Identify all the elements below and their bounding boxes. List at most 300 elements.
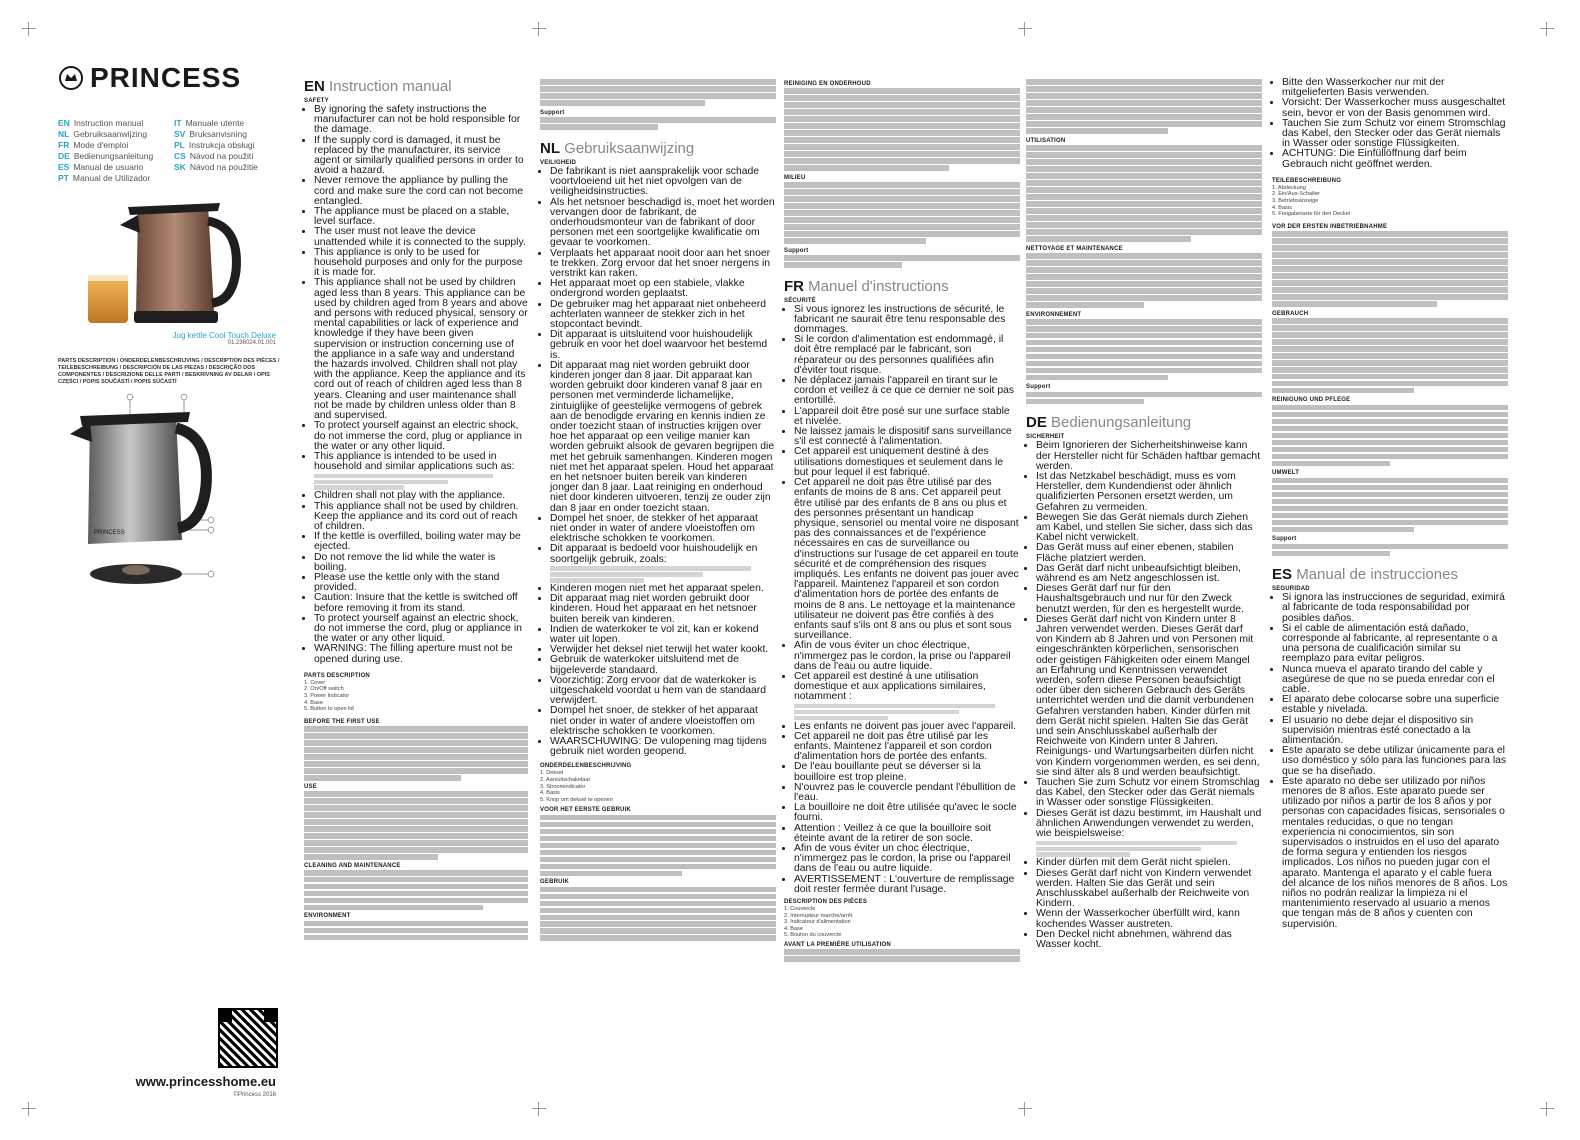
small-text-line — [1026, 114, 1262, 120]
parts-heading: PARTS DESCRIPTION — [304, 672, 370, 679]
small-text-line — [1272, 492, 1508, 498]
small-text-line — [1026, 361, 1262, 367]
safety-item: • Als het netsnoer beschadigd is, moet het worden vervangen door de fabrikant, de onderhoudsmonteur van de fabrikant of door personen met een soortgelijke kwalificatie om gevaar te voorkomen. — [550, 198, 776, 249]
small-text-line — [1026, 215, 1262, 221]
safety-item: • Cet appareil est uniquement destiné à des utilisations domestiques et seulement dans le but pour lequel il est fabriqué. — [794, 447, 1020, 478]
safety-item: • AVERTISSEMENT : L'ouverture de remplissage doit rester fermée durant l'usage. — [794, 875, 1020, 895]
small-text-line — [1026, 128, 1168, 134]
support-heading: Support — [540, 109, 565, 116]
small-text-line — [784, 151, 1020, 157]
small-text-line — [540, 887, 776, 893]
safety-heading: VEILIGHEID — [540, 159, 577, 166]
small-text-line — [304, 819, 528, 825]
safety-list — [1272, 593, 1508, 930]
safety-item: • If the supply cord is damaged, it must be replaced by the manufacturer, its service agent or similarly qualified persons in order to avoid a hazard. — [314, 136, 528, 177]
product-caption: Jug kettle Cool Touch Deluxe — [172, 331, 276, 340]
safety-item: • Si ignora las instrucciones de seguridad, eximirá al fabricante de toda responsabilidad por posibles daños. — [1282, 593, 1508, 624]
safety-item: • Do not remove the lid while the water is boiling. — [314, 553, 528, 573]
environment-heading: UMWELT — [1272, 470, 1300, 477]
safety-item: • Dieses Gerät darf nur für den Haushaltsgebrauch und nur für den Zweck benutzt werden, für den es hergestellt wurde. — [1036, 584, 1262, 615]
small-text-line — [1272, 266, 1508, 272]
safety-item: • Cet appareil est destiné à une utilisation domestique et aux applications similaires, notamment : — [794, 672, 1020, 703]
cleaning-heading: REINIGING EN ONDERHOUD — [784, 81, 871, 87]
small-text-line — [540, 894, 776, 900]
nl-section — [540, 78, 776, 1108]
small-text-line — [1272, 294, 1508, 300]
small-text-line — [1026, 187, 1262, 193]
safety-item: • Children shall not play with the appliance. — [314, 491, 528, 501]
safety-item: • Dit apparaat is bedoeld voor huishoudelijk en soortgelijk gebruik, zoals: — [550, 544, 776, 564]
safety-item: • WAARSCHUWING: De vulopening mag tijdens gebruik niet worden geopend. — [550, 737, 776, 757]
small-text-line — [540, 829, 776, 835]
small-text-line — [540, 822, 776, 828]
small-text-line — [1026, 100, 1262, 106]
small-text-line — [1026, 319, 1262, 325]
parts-item: 5. Bouton du couvercle — [784, 932, 842, 939]
small-text-line — [304, 891, 528, 897]
small-text-line — [1026, 222, 1262, 228]
small-text-line — [784, 137, 1020, 143]
small-text-line — [1272, 325, 1508, 331]
parts-item: 3. Stroomindicator — [540, 783, 586, 790]
small-text-line — [784, 95, 1020, 101]
safety-item: • Les enfants ne doivent pas jouer avec l'appareil. — [794, 722, 1020, 732]
language-entry: NL Gebruiksaanwijzing — [58, 129, 148, 139]
safety-item: • Attention : Veillez à ce que la bouilloire soit éteinte avant de la retirer de son socle. — [794, 824, 1020, 844]
small-text-line — [304, 935, 528, 941]
small-text-line — [540, 93, 776, 99]
section-title: EN Instruction manual — [304, 78, 452, 95]
safety-item: • Afin de vous éviter un choc électrique, n'immergez pas le cordon, la prise ou l'appareil dans de l'eau ou autre liquide. — [794, 844, 1020, 875]
kettle-with-tea-image — [58, 191, 258, 331]
small-text-line — [1272, 520, 1508, 526]
small-text-line — [1026, 145, 1262, 151]
small-text-line — [1026, 180, 1262, 186]
small-text-line — [1026, 173, 1262, 179]
language-entry: CS Návod na použití — [174, 151, 254, 161]
safety-item: • Kinder dürfen mit dem Gerät nicht spielen. — [1036, 858, 1262, 868]
small-text-line — [794, 704, 995, 709]
safety-list — [1272, 78, 1508, 170]
small-text-line — [1026, 152, 1262, 158]
safety-item: • Das Gerät darf nicht unbeaufsichtigt bleiben, während es am Netz angeschlossen ist. — [1036, 564, 1262, 584]
safety-item: • Dit apparaat is uitsluitend voor huishoudelijk gebruik en voor het doel waarvoor het bestemd is. — [550, 330, 776, 361]
safety-item: • Este aparato no debe ser utilizado por niños menores de 8 años. Este aparato puede ser utilizado por niños a partir de los 8 años y por personas con capacidades físicas, sensoriales o mentales reducidas, o que no tengan experiencia ni conocimientos, sin son supervisados o instruidos en el uso del aparato de forma segura y entienden los riesgos implicados. Los niños no pueden jugar con el aparato. Mantenga el aparato y el cable fuera del alcance de los niños menores de 8 años. Los niños no podrán realizar la limpieza ni el mantenimiento reservado al usuario a menos que tengan más de 8 años y cuenten con supervisión. — [1282, 777, 1508, 930]
crop-mark — [532, 22, 546, 36]
small-text-line — [1272, 259, 1508, 265]
small-text-line — [784, 182, 1020, 188]
small-text-line — [1036, 847, 1201, 852]
safety-item: • Vorsicht: Der Wasserkocher muss ausgeschaltet sein, bevor er von der Basis genommen wird. — [1282, 98, 1508, 118]
product-code: 01.236024.01.001 — [227, 340, 276, 346]
small-text-line — [540, 857, 776, 863]
small-text-line — [784, 224, 1020, 230]
safety-item: • Tauchen Sie zum Schutz vor einem Stromschlag das Kabel, den Stecker oder das Gerät niemals in Wasser oder sonstige Flüssigkeiten. — [1036, 778, 1262, 809]
small-text-line — [1272, 506, 1508, 512]
before-heading: VOOR HET EERSTE GEBRUIK — [540, 807, 631, 814]
cleaning-heading: NETTOYAGE ET MAINTENANCE — [1026, 245, 1123, 252]
safety-item: • Ist das Netzkabel beschädigt, muss es vom Hersteller, dem Kundendienst oder ähnlich qualifizierten Personen ersetzt werden, um Gefahren zu vermeiden. — [1036, 472, 1262, 513]
parts-diagram — [58, 392, 280, 592]
princess-crest-icon — [58, 65, 84, 91]
small-text-line — [1026, 86, 1262, 92]
small-text-line — [784, 203, 1020, 209]
safety-item: • Never remove the appliance by pulling the cord and make sure the cord can not become entangled. — [314, 176, 528, 207]
safety-item: • Bitte den Wasserkocher nur mit der mitgelieferten Basis verwenden. — [1282, 78, 1508, 98]
parts-item: 4. Basis — [1272, 204, 1292, 211]
small-text-line — [1272, 419, 1508, 425]
parts-heading: TEILEBESCHREIBUNG — [1272, 177, 1342, 184]
safety-item: • Ne déplacez jamais l'appareil en tirant sur le cordon et veillez à ce que ce dernier ne soit pas entortillé. — [794, 376, 1020, 407]
language-entry: IT Manuale utente — [174, 118, 245, 128]
small-text-line — [1272, 440, 1508, 446]
safety-item: • The appliance must be placed on a stable, level surface. — [314, 207, 528, 227]
small-text-line — [784, 956, 1020, 962]
small-text-line — [304, 747, 528, 753]
safety-item: • Si vous ignorez les instructions de sécurité, le fabricant ne saurait être tenu responsable des dommages. — [794, 305, 1020, 336]
small-text-line — [540, 908, 776, 914]
small-text-line — [1026, 229, 1262, 235]
fr-section — [784, 78, 1020, 1108]
small-text-line — [540, 86, 776, 92]
language-entry: EN Instruction manual — [58, 118, 144, 128]
safety-list — [1026, 858, 1262, 950]
environment-heading: MILIEU — [784, 174, 806, 181]
small-text-line — [540, 117, 776, 123]
small-text-line — [304, 870, 528, 876]
safety-item: • Gebruik de waterkoker uitsluitend met de bijgeleverde standaard. — [550, 655, 776, 675]
before-heading: AVANT LA PREMIÈRE UTILISATION — [784, 942, 891, 949]
small-text-line — [1272, 245, 1508, 251]
small-text-line — [540, 871, 682, 877]
small-text-line — [1272, 454, 1508, 460]
safety-list — [1026, 441, 1262, 839]
small-text-line — [1026, 121, 1262, 127]
safety-item: • Wenn der Wasserkocher überfüllt wird, kann kochendes Wasser austreten. — [1036, 909, 1262, 929]
small-text-line — [1026, 281, 1262, 287]
small-text-line — [1026, 392, 1262, 398]
safety-item: • Tauchen Sie zum Schutz vor einem Stromschlag das Kabel, den Stecker oder das Gerät niemals in Wasser oder sonstige Flüssigkeiten. — [1282, 119, 1508, 150]
small-text-line — [550, 572, 703, 577]
language-entry: SK Návod na použitie — [174, 162, 258, 172]
safety-item: • Este aparato se debe utilizar únicamente para el uso doméstico y sólo para las funciones para las que se ha diseñado. — [1282, 746, 1508, 777]
safety-list — [540, 584, 776, 757]
small-text-line — [1026, 159, 1262, 165]
small-text-line — [784, 217, 1020, 223]
small-text-line — [1272, 332, 1508, 338]
small-text-line — [540, 100, 705, 106]
small-text-line — [1026, 288, 1262, 294]
small-text-line — [1272, 287, 1508, 293]
crop-mark — [1540, 22, 1554, 36]
safety-item: • Den Deckel nicht abnehmen, während das Wasser kocht. — [1036, 930, 1262, 950]
website: www.princesshome.eu — [135, 1074, 276, 1089]
parts-heading: PARTS DESCRIPTION / ONDERDELENBESCHRIJVING / DESCRIPTION DES PIÈCES / TEILEBESCHREIBUNG / DESCRIPCIÓN DE LAS PIEZAS / DESCRIÇÃO DOS COMPONENTES / DESCRIZIONE DELLE PARTI / BESKRIVNING AV DELAR / OPIS CZĘŚCI / POPIS SOUČÁSTÍ / POPIS SÚČASTÍ — [58, 358, 280, 385]
small-text-line — [304, 840, 528, 846]
small-text-line — [1026, 194, 1262, 200]
safety-list — [304, 491, 528, 664]
use-heading: UTILISATION — [1026, 137, 1066, 144]
small-text-line — [304, 775, 461, 781]
brand-logo — [58, 62, 280, 94]
safety-heading: SEGURIDAD — [1272, 586, 1310, 593]
small-text-line — [1026, 236, 1191, 242]
safety-item: • This appliance shall not be used by children. Keep the appliance and its cord out of reach of children. — [314, 502, 528, 533]
cover-panel — [58, 62, 280, 1108]
small-text-line — [1036, 841, 1237, 846]
parts-item: 1. Couvercle — [784, 906, 816, 913]
small-text-line — [1026, 267, 1262, 273]
small-text-line — [1272, 527, 1414, 533]
small-text-line — [1272, 513, 1508, 519]
kettle-diagram-image — [58, 392, 278, 592]
safety-item: • De gebruiker mag het apparaat niet onbeheerd achterlaten wanneer de stekker zich in het stopcontact bevindt. — [550, 300, 776, 331]
support-heading: Support — [1026, 384, 1051, 391]
small-text-line — [540, 935, 776, 941]
small-text-line — [784, 196, 1020, 202]
parts-item: 4. Base — [784, 925, 803, 932]
safety-item: • WARNING: The filling aperture must not be opened during use. — [314, 644, 528, 664]
small-text-line — [1272, 301, 1437, 307]
small-text-line — [304, 740, 528, 746]
small-text-line — [794, 710, 959, 715]
safety-item: • Verplaats het apparaat nooit door aan het snoer te trekken. Zorg ervoor dat het snoer nergens in verstrikt kan raken. — [550, 249, 776, 280]
parts-item: 5. Button to open lid — [304, 706, 354, 713]
safety-item: • ACHTUNG: Die Einfüllöffnung darf beim Gebrauch nicht geöffnet werden. — [1282, 149, 1508, 169]
small-text-line — [540, 901, 776, 907]
section-title: NL Gebruiksaanwijzing — [540, 139, 695, 157]
small-text-line — [304, 826, 528, 832]
safety-item: • Si el cable de alimentación está dañado, corresponde al fabricante, al representante o a una persona de cualificación similar su reemplazo para evitar peligros. — [1282, 624, 1508, 665]
small-text-line — [540, 928, 776, 934]
small-text-line — [1272, 381, 1508, 387]
before-heading: BEFORE THE FIRST USE — [304, 718, 380, 725]
small-text-line — [1272, 499, 1508, 505]
small-text-line — [784, 189, 1020, 195]
small-text-line — [784, 165, 949, 171]
safety-item: • This appliance is intended to be used in household and similar applications such as: — [314, 452, 528, 472]
parts-item: 2. Aan/uitschakelaar — [540, 776, 591, 783]
safety-item: • Dit apparaat mag niet worden gebruikt door kinderen. Houd het apparaat en het netsnoer buiten bereik van kinderen. — [550, 594, 776, 625]
parts-item: 4. Basis — [540, 790, 560, 797]
product-photo — [58, 191, 280, 331]
small-text-line — [784, 116, 1020, 122]
safety-item: • Voorzichtig: Zorg ervoor dat de waterkoker is uitgeschakeld voordat u hem van de standaard verwijdert. — [550, 676, 776, 707]
safety-item: • La bouilloire ne doit être utilisée qu'avec le socle fourni. — [794, 803, 1020, 823]
section-title: FR Manuel d'instructions — [784, 277, 949, 295]
safety-item: • Verwijder het deksel niet terwijl het water kookt. — [550, 645, 776, 655]
parts-item: 2. Ein/Aus-Schalter — [1272, 191, 1320, 198]
copyright: ©Princess 2016 — [233, 1092, 276, 1098]
small-text-line — [1272, 318, 1508, 324]
small-text-line — [1026, 375, 1168, 381]
small-text-line — [1272, 231, 1508, 237]
small-text-line — [304, 921, 528, 927]
small-text-line — [1036, 852, 1130, 857]
parts-item: 5. Freigabetaste für den Deckel — [1272, 211, 1351, 218]
safety-heading: SÉCURITÉ — [784, 297, 816, 304]
small-text-line — [784, 144, 1020, 150]
small-text-line — [304, 733, 528, 739]
safety-item: • Nunca mueva el aparato tirando del cable y asegúrese de que no se pueda enredar con el cable. — [1282, 665, 1508, 696]
small-text-line — [1026, 274, 1262, 280]
small-text-line — [1272, 544, 1508, 550]
safety-item: • Beim Ignorieren der Sicherheitshinweise kann der Hersteller nicht für Schäden haftbar gemacht werden. — [1036, 441, 1262, 472]
safety-heading: SAFETY — [304, 98, 329, 104]
small-text-line — [784, 231, 1020, 237]
safety-item: • L'appareil doit être posé sur une surface stable et nivelée. — [794, 407, 1020, 427]
safety-item: • If the kettle is overfilled, boiling water may be ejected. — [314, 532, 528, 552]
safety-item: • Bewegen Sie das Gerät niemals durch Ziehen am Kabel, und stellen Sie sicher, dass sich das Kabel nicht verwickelt. — [1036, 513, 1262, 544]
small-text-line — [550, 578, 644, 583]
small-text-line — [1026, 340, 1262, 346]
safety-item: • Dieses Gerät darf nicht von Kindern unter 8 Jahren verwendet werden. Dieses Gerät darf von Kindern ab 8 Jahren und von Personen mit eingeschränkten körperlichen, sensorischen oder geistigen Fähigkeiten oder einem Mangel an Erfahrung und Kenntnissen verwendet werden, sofern diese Personen beaufsichtigt oder über den sicheren Gebrauch des Geräts unterrichtet werden und die damit verbundenen Gefahren verstanden haben. Kinder dürfen mit dem Gerät nicht spielen. Halten Sie das Gerät und sein Anschlusskabel außerhalb der Reichweite von Kindern unter 8 Jahren. Reinigungs- und Wartungsarbeiten dürfen nicht von Kindern vorgenommen werden, es sei denn, sie sind älter als 8 und werden beaufsichtigt. — [1036, 615, 1262, 778]
crop-mark — [22, 1102, 36, 1116]
small-text-line — [304, 791, 528, 797]
safety-item: • To protect yourself against an electric shock, do not immerse the cord, plug or appliance in the water or any other liquid. — [314, 421, 528, 452]
small-text-line — [1272, 405, 1508, 411]
parts-item: 2. Interrupteur marche/arrêt — [784, 912, 853, 919]
de-section — [1026, 78, 1262, 1108]
small-text-line — [314, 485, 404, 490]
small-text-line — [304, 833, 528, 839]
safety-item: • Caution: Insure that the kettle is switched off before removing it from its stand. — [314, 593, 528, 613]
safety-item: • Dieses Gerät ist dazu bestimmt, im Haushalt und ähnlichen Anwendungen verwendet zu werden, wie beispielsweise: — [1036, 809, 1262, 840]
language-list — [58, 118, 280, 183]
small-text-line — [784, 130, 1020, 136]
small-text-line — [1026, 107, 1262, 113]
small-text-line — [1026, 326, 1262, 332]
small-text-line — [1026, 295, 1262, 301]
language-entry: PL Instrukcja obsługi — [174, 140, 255, 150]
small-text-line — [540, 815, 776, 821]
safety-item: • N'ouvrez pas le couvercle pendant l'ébullition de l'eau. — [794, 783, 1020, 803]
en-section — [304, 78, 528, 1108]
safety-item: • Dit apparaat mag niet worden gebruikt door kinderen jonger dan 8 jaar. Dit apparaat kan worden gebruikt door kinderen vanaf 8 jaar en personen met verminderde lichamelijke, zintuiglijke of geestelijke vermogens of gebrek aan de benodigde ervaring en kennis indien ze onder toezicht staan of instructies krijgen over hoe het apparaat op een veilige manier kan worden gebruikt alsook de gevaren begrijpen die met het gebruik samenhangen. Kinderen mogen niet met het apparaat spelen. Houd het apparaat en het netsnoer buiten bereik van kinderen jonger dan 8 jaar. Laat reiniging en onderhoud niet door kinderen uitvoeren, tenzij ze ouder zijn dan 8 jaar en onder toezicht staan. — [550, 361, 776, 514]
small-text-line — [314, 480, 448, 485]
small-text-line — [540, 864, 776, 870]
small-text-line — [1272, 280, 1508, 286]
use-heading: USE — [304, 783, 317, 790]
cleaning-heading: CLEANING AND MAINTENANCE — [304, 862, 401, 869]
small-text-line — [540, 79, 776, 85]
language-entry: DE Bedienungsanleitung — [58, 151, 154, 161]
parts-item: 3. Betriebsanzeige — [1272, 198, 1319, 205]
safety-list — [784, 305, 1020, 703]
small-text-line — [1272, 367, 1508, 373]
before-heading: VOR DER ERSTEN INBETRIEBNAHME — [1272, 223, 1388, 230]
parts-item: 1. Cover — [304, 679, 326, 686]
small-text-line — [784, 949, 1020, 955]
safety-item: • Afin de vous éviter un choc électrique, n'immergez pas le cordon, la prise ou l'appareil dans de l'eau ou autre liquide. — [794, 641, 1020, 672]
small-text-line — [1272, 360, 1508, 366]
parts-item: 3. Power Indicator — [304, 693, 350, 700]
small-text-line — [540, 921, 776, 927]
crop-mark — [22, 22, 36, 36]
safety-item: • Cet appareil ne doit pas être utilisé par des enfants de moins de 8 ans. Cet appareil peut être utilisé par des enfants de 8 ans ou plus et des personnes présentant un handicap physique, sensoriel ou mental voire ne disposant pas des connaissances et de l'expérience nécessaires en cas de surveillance ou d'instructions sur l'usage de cet appareil en toute sécurité et de compréhension des risques impliqués. Les enfants ne doivent pas jouer avec l'appareil. Maintenez l'appareil et son cordon d'alimentation hors de portée des enfants de moins de 8 ans. Le nettoyage et la maintenance utilisateur ne doivent pas être confiés à des enfants sauf s'ils ont 8 ans ou plus et sont sous surveillance. — [794, 478, 1020, 641]
small-text-line — [1026, 208, 1262, 214]
safety-item: • This appliance is only to be used for household purposes and only for the purpose it is made for. — [314, 248, 528, 279]
small-text-line — [304, 884, 528, 890]
safety-item: • Das Gerät muss auf einer ebenen, stabilen Fläche platziert werden. — [1036, 543, 1262, 563]
small-text-line — [1026, 93, 1262, 99]
crop-mark — [1018, 22, 1032, 36]
safety-item: • De l'eau bouillante peut se déverser si la bouilloire est trop pleine. — [794, 762, 1020, 782]
environment-heading: ENVIRONNEMENT — [1026, 311, 1082, 318]
language-entry: FR Mode d'emploi — [58, 140, 129, 150]
safety-item: • Het apparaat moet op een stabiele, vlakke ondergrond worden geplaatst. — [550, 279, 776, 299]
safety-item: • De fabrikant is niet aansprakelijk voor schade voortvloeiend uit het niet opvolgen van de veiligheidsinstructies. — [550, 167, 776, 198]
small-text-line — [1272, 339, 1508, 345]
safety-item: • Kinderen mogen niet met het apparaat spelen. — [550, 584, 776, 594]
small-text-line — [784, 102, 1020, 108]
small-text-line — [1272, 252, 1508, 258]
safety-item: • To protect yourself against an electric shock, do not immerse the cord, plug or appliance in the water or any other liquid. — [314, 614, 528, 645]
parts-item: 1. Abdeckung — [1272, 184, 1306, 191]
small-text-line — [1272, 346, 1508, 352]
safety-item: • Please use the kettle only with the stand provided. — [314, 573, 528, 593]
small-text-line — [1272, 374, 1508, 380]
parts-item: 5. Knop om deksel te openen — [540, 796, 613, 803]
use-heading: GEBRUIK — [540, 879, 570, 886]
qr-code — [218, 1008, 278, 1068]
safety-item: • The user must not leave the device unattended while it is connected to the supply. — [314, 227, 528, 247]
safety-heading: SICHERHEIT — [1026, 434, 1065, 441]
small-text-line — [1026, 253, 1262, 259]
safety-item: • This appliance shall not be used by children aged less than 8 years. This appliance can be used by children aged from 8 years and above and persons with reduced physical, sensory or mental capabilities or lack of experience and knowledge if they have been given supervision or instruction concerning use of the appliance in a safe way and understand the hazards involved. Children shall not play with the appliance. Keep the appliance and its cord out of reach of children aged less than 8 years. Cleaning and user maintenance shall not be made by children unless older than 8 and supervised. — [314, 278, 528, 421]
language-entry: ES Manual de usuario — [58, 162, 144, 172]
small-text-line — [1272, 461, 1390, 467]
safety-list — [540, 167, 776, 565]
small-text-line — [1272, 447, 1508, 453]
small-text-line — [304, 761, 528, 767]
cleaning-heading: REINIGUNG UND PFLEGE — [1272, 397, 1351, 404]
small-text-line — [784, 238, 926, 244]
small-text-line — [1272, 412, 1508, 418]
small-text-line — [784, 88, 1020, 94]
small-text-line — [784, 210, 1020, 216]
small-text-line — [304, 726, 528, 732]
small-text-line — [1026, 368, 1262, 374]
small-text-line — [1026, 347, 1262, 353]
small-text-line — [304, 798, 528, 804]
safety-item: • Si le cordon d'alimentation est endommagé, il doit être remplacé par le fabricant, son réparateur ou des personnes qualifiées afin d'éviter tout risque. — [794, 335, 1020, 376]
small-text-line — [1272, 551, 1390, 557]
safety-item: • El aparato debe colocarse sobre una superficie estable y nivelada. — [1282, 695, 1508, 715]
small-text-line — [784, 158, 1020, 164]
small-text-line — [540, 836, 776, 842]
small-text-line — [1272, 426, 1508, 432]
small-text-line — [784, 109, 1020, 115]
environment-heading: ENVIRONMENT — [304, 913, 351, 920]
small-text-line — [304, 768, 528, 774]
small-text-line — [1026, 260, 1262, 266]
small-text-line — [784, 255, 1020, 261]
section-title: ES Manual de instrucciones — [1272, 566, 1458, 584]
small-text-line — [540, 124, 658, 130]
small-text-line — [304, 928, 528, 934]
parts-item: 3. Indicateur d'alimentation — [784, 919, 851, 926]
safety-item: • Dieses Gerät darf nicht von Kindern verwendet werden. Halten Sie das Gerät und sein Anschlusskabel außerhalb der Reichweite von Kindern. — [1036, 869, 1262, 910]
small-text-line — [1026, 333, 1262, 339]
small-text-line — [1026, 79, 1262, 85]
parts-heading: ONDERDELENBESCHRIJVING — [540, 763, 632, 770]
small-text-line — [1272, 353, 1508, 359]
small-text-line — [1026, 302, 1144, 308]
safety-item: • By ignoring the safety instructions the manufacturer can not be hold responsible for the damage. — [314, 105, 528, 136]
small-text-line — [304, 805, 528, 811]
small-text-line — [784, 123, 1020, 129]
